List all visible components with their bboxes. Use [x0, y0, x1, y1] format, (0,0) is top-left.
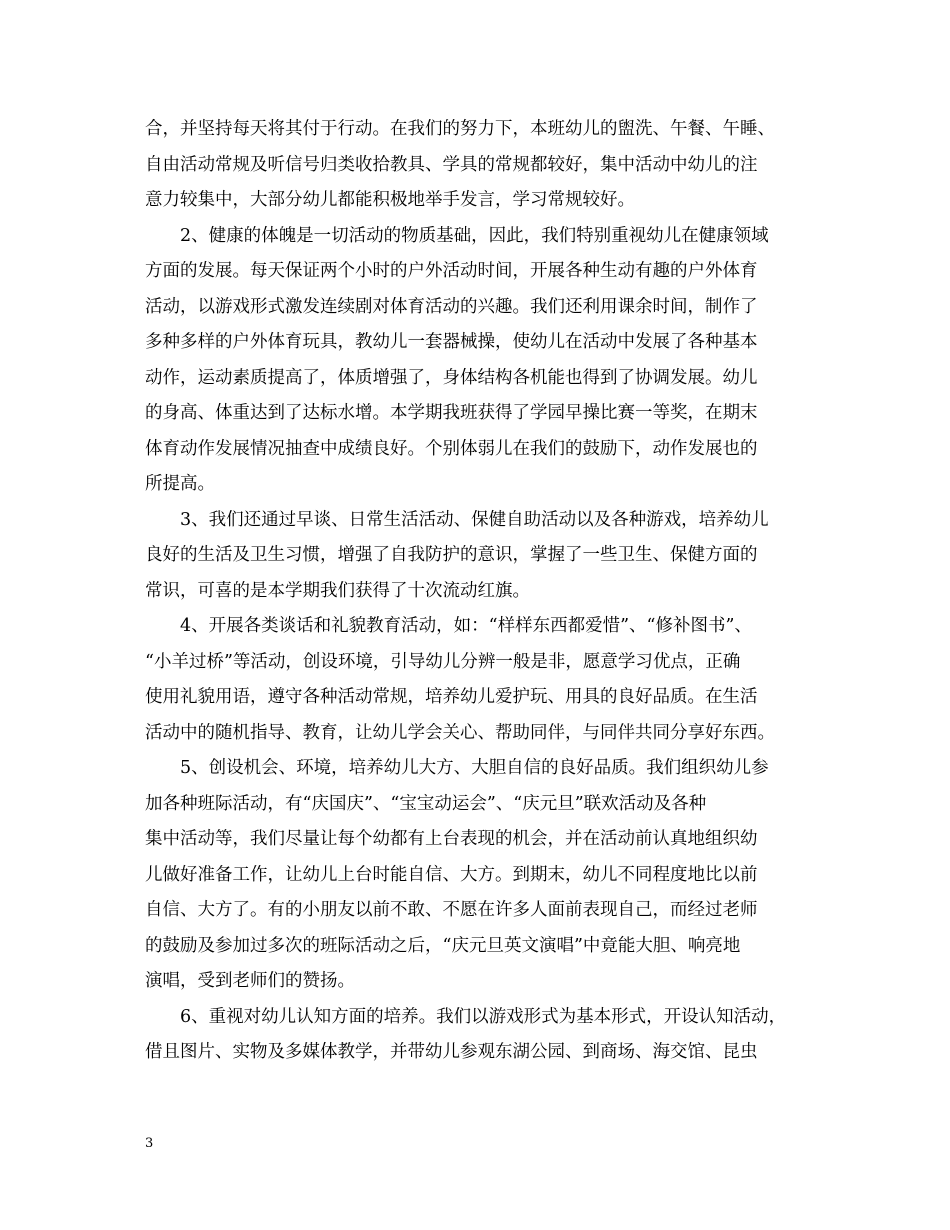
text-line: 所提高。: [145, 474, 215, 494]
text-line: 借且图片、实物及多媒体教学，并带幼儿参观东湖公园、到商场、海交馆、昆虫: [145, 1042, 758, 1062]
text-line: 良好的生活及卫生习惯，增强了自我防护的意识，掌握了一些卫生、保健方面的: [145, 545, 758, 565]
text-line: 儿做好准备工作，让幼儿上台时能自信、大方。到期末，幼儿不同程度地比以前: [145, 864, 758, 885]
text-line: 使用礼貌用语，遵守各种活动常规，培养幼儿爱护玩、用具的良好品质。在生活: [145, 687, 758, 707]
text-line: 自由活动常规及听信号归类收拾教具、学具的常规都较好，集中活动中幼儿的注: [145, 154, 758, 175]
text-line: 5、创设机会、环境，培养幼儿大方、大胆自信的良好品质。我们组织幼儿参: [145, 758, 769, 778]
text-line: 活动中的随机指导、教育，让幼儿学会关心、帮助同伴，与同伴共同分享好东西。: [145, 722, 775, 743]
page-number: 3: [145, 1136, 154, 1151]
text-line: 动作，运动素质提高了，体质增强了，身体结构各机能也得到了协调发展。幼儿: [145, 367, 758, 388]
text-line: 活动，以游戏形式激发连续剧对体育活动的兴趣。我们还利用课余时间，制作了: [145, 296, 758, 317]
text-line: 演唱，受到老师们的赞扬。: [145, 971, 355, 991]
text-line: 方面的发展。每天保证两个小时的户外活动时间，开展各种生动有趣的户外体育: [145, 261, 758, 281]
text-line: 自信、大方了。有的小朋友以前不敢、不愿在许多人面前表现自己，而经过老师: [145, 900, 758, 920]
text-line: 集中活动等，我们尽量让每个幼都有上台表现的机会，并在活动前认真地组织幼: [145, 829, 758, 849]
text-line: 合，并坚持每天将其付于行动。在我们的努力下，本班幼儿的盥洗、午餐、午睡、: [145, 119, 775, 139]
text-line: “小羊过桥”等活动，创设环境，引导幼儿分辨一般是非，愿意学习优点，正确: [145, 651, 741, 672]
text-line: 的鼓励及参加过多次的班际活动之后，“庆元旦英文演唱”中竟能大胆、响亮地: [145, 935, 741, 956]
text-line: 多种多样的户外体育玩具，教幼儿一套器械操，使幼儿在活动中发展了各种基本: [145, 332, 758, 352]
text-line: 常识，可喜的是本学期我们获得了十次流动红旗。: [145, 580, 530, 601]
text-line: 加各种班际活动，有“庆国庆”、“宝宝动运会”、“庆元旦”联欢活动及各种: [145, 793, 707, 814]
text-line: 6、重视对幼儿认知方面的培养。我们以游戏形式为基本形式，开设认知活动，: [145, 1006, 787, 1027]
body-text: [145, 112, 810, 1071]
text-line: 4、开展各类谈话和礼貌教育活动，如：“样样东西都爱惜”、“修补图书”、: [145, 616, 752, 636]
text-line: 2、健康的体魄是一切活动的物质基础，因此，我们特别重视幼儿在健康领域: [145, 225, 769, 246]
text-line: 3、我们还通过早谈、日常生活活动、保健自助活动以及各种游戏，培养幼儿: [145, 509, 769, 530]
text-line: 的身高、体重达到了达标水增。本学期我班获得了学园早操比赛一等奖，在期末: [145, 403, 758, 423]
text-line: 意力较集中，大部分幼儿都能积极地举手发言，学习常规较好。: [145, 190, 635, 210]
text-line: 体育动作发展情况抽查中成绩良好。个别体弱儿在我们的鼓励下，动作发展也的: [145, 438, 758, 459]
